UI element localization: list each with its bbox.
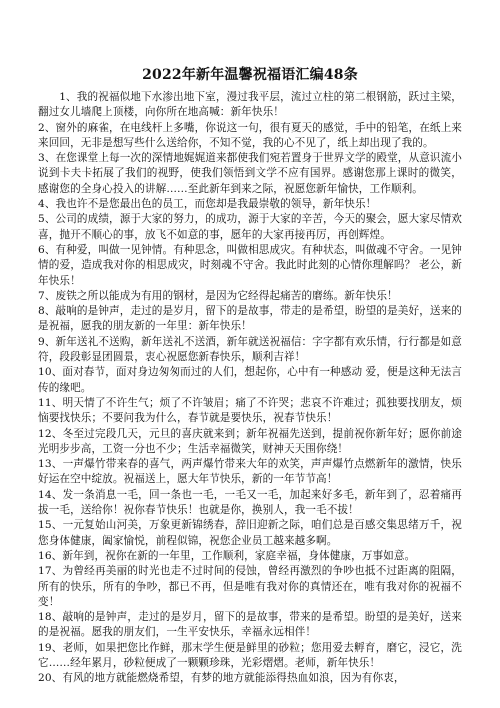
list-item: 7、废铁之所以能成为有用的钢材，是因为它经得起痛苦的磨练。新年快乐！ bbox=[38, 289, 398, 302]
list-item: 15、一元复始山河美，万象更新锦绣春，辞旧迎新之际，咱们总是百感交集思绪万千，祝您身体健康，阖家愉悦，前程似锦，祝您企业员工越来越多啊。 bbox=[38, 519, 462, 547]
list-item: 12、冬至过完段几天，元旦的喜庆就来到；新年祝福先送到，提前祝你新年好；愿你前途光明步步高，工资一分也不少；生活幸福微笑，财神天天围你绕！ bbox=[38, 427, 462, 455]
list-item: 18、敲响的是钟声，走过的是岁月，留下的是故事，带来的是希望。盼望的是美好，送来的是祝福。愿我的朋友们，一生平安快乐，幸福永远相伴！ bbox=[38, 611, 462, 639]
list-item: 4、我也许不是您最出色的员工，而您却是我最崇敬的领导，新年快乐！ bbox=[38, 198, 377, 211]
list-item: 2、窗外的麻雀，在电线杆上多嘴，你说这一句，很有夏天的感觉，手中的铅笔，在纸上来来回回，无非是想写些什么送给你，不知不觉，我的心不见了，纸上却出现了我的。 bbox=[38, 121, 462, 149]
list-item: 10、面对春节，面对身边匆匆而过的人们，想起你，心中有一种感动 爱，便是这种无法言传的缘吧。 bbox=[38, 366, 462, 394]
list-item: 11、明天情了不许生气；烦了不许皱眉；痛了不许哭；悲哀不许难过；孤独要找朋友，烦恼要找快乐；不要问我为什么，春节就是要快乐，祝春节快乐！ bbox=[38, 396, 462, 425]
list-item: 19、老师，如果把您比作鲜，那末学生便是鲜里的砂粒；您用爱去孵育，磨它，浸它，洗它……经年累月，砂粒便成了一颗颗珍珠，光彩熠熠。老师，新年快乐！ bbox=[38, 641, 462, 669]
list-item: 8、敲响的是钟声，走过的是岁月，留下的是故事，带走的是希望，盼望的是美好，送来的是祝福，愿我的朋友新的一年里：新年快乐！ bbox=[38, 305, 462, 333]
list-item: 13、一声爆竹带来春的喜气，两声爆竹带来大年的欢笑，声声爆竹点燃新年的激情，快乐好运在空中绽放。祝福送上，愿大年节快乐，新的一年节节高！ bbox=[38, 458, 462, 486]
list-item: 16、新年到，祝你在新的一年里，工作顺利，家庭幸福，身体健康，万事如意。 bbox=[38, 549, 416, 562]
list-item: 9、新年送礼不送购，新年送礼不送酒，新年就送祝福信：字字都有欢乐情，行行都是如意符，段段彰显团圆景，衷心祝愿您新春快乐，顺利吉祥！ bbox=[38, 335, 462, 364]
list-item: 3、在您课堂上每一次的深情地娓娓道来都使我们宛若置身于世界文学的殿堂，从意识流小说到卡夫卡拓展了我们的视野，使我们领悟到文学不应有国界。感谢您那上课时的微笑，感谢您的全身心投入的讲解……至此新年到来之际，祝愿您新年愉快，工作顺利。 bbox=[38, 152, 462, 195]
list-item: 14、发一条消息一毛，回一条也一毛，一毛又一毛，加起来好多毛，新年到了，忍着痛再拔一毛，送给你！祝你春节快乐！也就是你，换别人，我一毛不拔！ bbox=[38, 488, 462, 517]
list-item: 1、我的祝福似地下水渗出地下室，漫过我平层，流过立柱的第二根钢筋，跃过主梁，翻过女儿墙爬上顶楼，向你所在地高喊：新年快乐！ bbox=[38, 91, 462, 119]
document-title: 2022年新年温馨祝福语汇编48条 bbox=[142, 67, 358, 83]
list-item: 5、公司的成绩，源于大家的努力，的成功，源于大家的辛苦，今天的聚会，愿大家尽情欢喜，抛开不顺心的事，放飞不如意的事，愿年的大家再接再厉，再创辉煌。 bbox=[38, 213, 462, 241]
list-item: 20、有风的地方就能燃烧希望，有梦的地方就能添得热血如浪，因为有你衷， bbox=[38, 672, 405, 685]
list-item: 6、有种爱，叫做一见钟情。有种思念，叫做相思成灾。有种状态，叫做魂不守舍。一见钟情的爱，造成我对你的相思成灾，时刻魂不守舍。我此时此刻的心情你理解吗？ 老公，新年快乐！ bbox=[38, 243, 462, 287]
list-item: 17、为曾经再美丽的时光也走不过时间的侵蚀，曾经再激烈的争吵也抵不过距离的阻隔，所有的快乐，所有的争吵，都已不再，但是唯有我对你的真情还在，唯有我对你的祝福不变！ bbox=[38, 565, 462, 608]
blessing-list bbox=[38, 90, 462, 687]
